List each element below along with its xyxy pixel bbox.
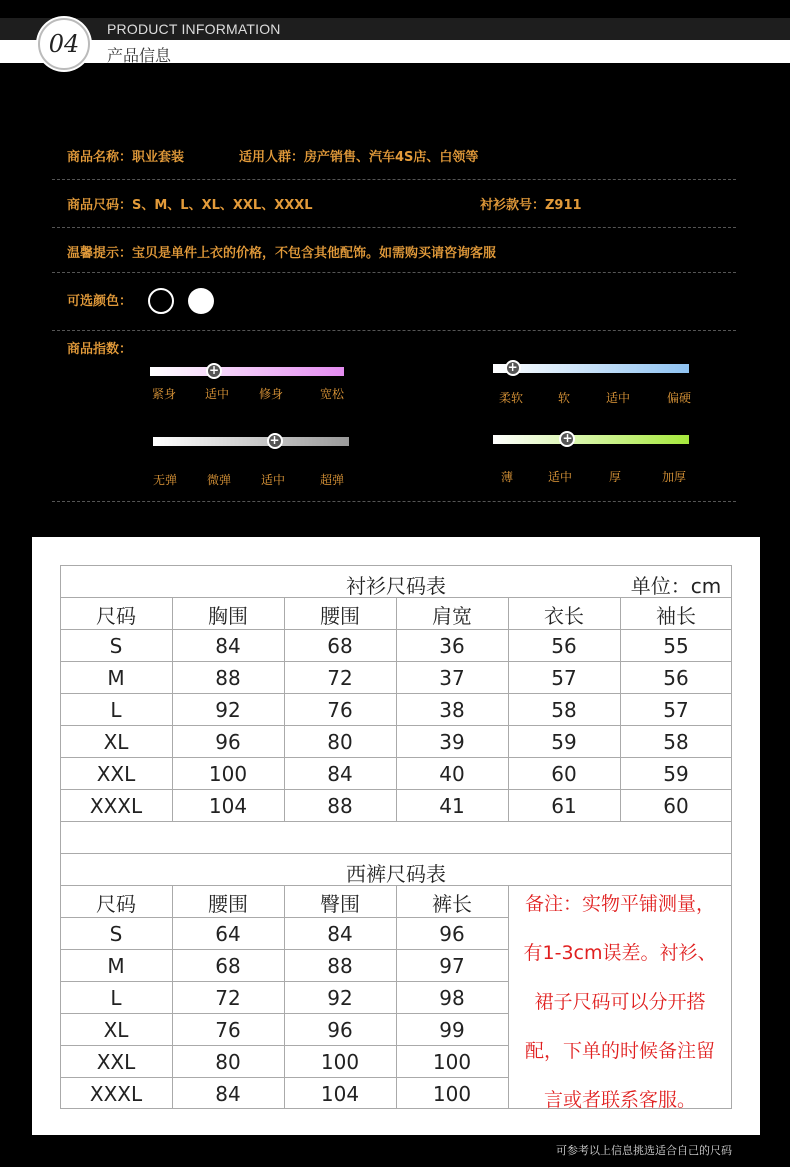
shirt-table-cell: 56 — [663, 666, 689, 690]
divider — [52, 501, 736, 502]
index-label-stretch: 无弹 — [153, 473, 178, 487]
pants-table-cell: 96 — [327, 1018, 353, 1042]
shirt-table-cell: 59 — [551, 730, 577, 754]
color-swatch-black[interactable] — [148, 288, 174, 314]
pants-table-cell: 68 — [215, 954, 241, 978]
product-sizes: 商品尺码：S、M、L、XL、XXL、XXXL — [67, 198, 313, 213]
shirt-table-cell: 80 — [327, 730, 353, 754]
shirt-table-header-cell: 衣长 — [544, 603, 584, 628]
pants-table-header-cell: 腰围 — [208, 891, 248, 916]
shirt-table-cell: 60 — [663, 794, 689, 818]
shirt-table-cell: 100 — [208, 762, 248, 786]
table-rule — [60, 853, 732, 854]
shirt-table-cell: 72 — [327, 666, 353, 690]
shirt-table-cell: 68 — [327, 634, 353, 658]
index-label-thickness: 厚 — [609, 470, 622, 484]
shirt-table-cell: S — [109, 634, 123, 658]
header-title-cn: 产品信息 — [107, 46, 172, 65]
shirt-table-cell: 84 — [327, 762, 353, 786]
index-bar-stretch — [153, 437, 349, 446]
pants-table-cell: 98 — [439, 986, 465, 1010]
index-knob-fit: + — [206, 363, 222, 379]
index-label-fit: 适中 — [205, 387, 230, 401]
index-label-softness: 软 — [558, 391, 571, 405]
product-tip: 温馨提示：宝贝是单件上衣的价格，不包含其他配饰。如需购买请咨询客服 — [67, 246, 497, 261]
section-number-badge — [38, 18, 90, 70]
shirt-table-cell: 88 — [327, 794, 353, 818]
index-label-stretch: 超弹 — [320, 473, 345, 487]
shirt-table-cell: 58 — [663, 730, 689, 754]
index-label-softness: 柔软 — [499, 391, 524, 405]
shirt-table-cell: 96 — [215, 730, 241, 754]
shirt-table-cell: 36 — [439, 634, 465, 658]
shirt-table-cell: L — [110, 698, 122, 722]
colors-label: 可选颜色： — [67, 294, 133, 309]
shirt-table-cell: 56 — [551, 634, 577, 658]
measurement-note-line: 裙子尺码可以分开搭 — [534, 991, 706, 1013]
divider — [52, 179, 736, 180]
shirt-table-cell: M — [107, 666, 125, 690]
shirt-table-cell: XXL — [96, 762, 136, 786]
pants-table-cell: XXXL — [89, 1082, 143, 1106]
index-label: 商品指数： — [67, 342, 133, 357]
pants-table-cell: S — [109, 922, 123, 946]
shirt-table-cell: 55 — [663, 634, 689, 658]
color-swatch-white[interactable] — [188, 288, 214, 314]
pants-table-cell: 76 — [215, 1018, 241, 1042]
index-label-fit: 宽松 — [320, 387, 345, 401]
pants-table-cell: 72 — [215, 986, 241, 1010]
index-label-stretch: 微弹 — [207, 473, 232, 487]
product-name: 商品名称：职业套装 — [67, 150, 185, 165]
shirt-table-header-cell: 胸围 — [208, 603, 248, 628]
pants-table-cell: XXL — [96, 1050, 136, 1074]
pants-table-cell: 100 — [320, 1050, 360, 1074]
index-label-thickness: 适中 — [548, 470, 573, 484]
shirt-table-cell: 76 — [327, 698, 353, 722]
divider — [52, 227, 736, 228]
pants-table-cell: 99 — [439, 1018, 465, 1042]
index-knob-thickness: + — [559, 431, 575, 447]
pants-table-cell: XL — [103, 1018, 129, 1042]
pants-table-cell: 100 — [432, 1050, 472, 1074]
shirt-table-title: 衬衫尺码表 — [346, 574, 446, 598]
index-label-thickness: 加厚 — [662, 470, 687, 484]
shirt-table-cell: 88 — [215, 666, 241, 690]
pants-table-cell: 96 — [439, 922, 465, 946]
shirt-table-header-cell: 腰围 — [320, 603, 360, 628]
index-label-fit: 修身 — [259, 387, 284, 401]
index-bar-softness — [493, 364, 689, 373]
index-label-stretch: 适中 — [261, 473, 286, 487]
divider — [52, 330, 736, 331]
pants-table-cell: 88 — [327, 954, 353, 978]
measurement-note-line: 备注：实物平铺测量， — [524, 893, 715, 915]
pants-table-cell: 84 — [327, 922, 353, 946]
pants-table-cell: 80 — [215, 1050, 241, 1074]
pants-table-cell: 64 — [215, 922, 241, 946]
shirt-table-header-cell: 尺码 — [96, 603, 136, 628]
shirt-table-cell: XL — [103, 730, 129, 754]
measurement-note-line: 言或者联系客服。 — [543, 1089, 696, 1111]
shirt-table-unit: 单位：cm — [630, 574, 722, 598]
pants-table-cell: 92 — [327, 986, 353, 1010]
shirt-table-cell: 104 — [208, 794, 248, 818]
shirt-table-header-cell: 袖长 — [656, 603, 696, 628]
shirt-table-cell: 84 — [215, 634, 241, 658]
shirt-table-header-cell: 肩宽 — [432, 603, 472, 628]
shirt-table-cell: 57 — [663, 698, 689, 722]
index-label-softness: 适中 — [606, 391, 631, 405]
pants-table-header-cell: 裤长 — [432, 891, 472, 916]
shirt-table-cell: 40 — [439, 762, 465, 786]
index-label-fit: 紧身 — [152, 387, 177, 401]
index-label-thickness: 薄 — [501, 470, 514, 484]
pants-table-cell: 100 — [432, 1082, 472, 1106]
index-knob-stretch: + — [267, 433, 283, 449]
shirt-table-cell: 58 — [551, 698, 577, 722]
pants-table-cell: 84 — [215, 1082, 241, 1106]
pants-table-cell: 97 — [439, 954, 465, 978]
shirt-table-cell: 57 — [551, 666, 577, 690]
pants-table-cell: 104 — [320, 1082, 360, 1106]
measurement-note-line: 配，下单的时候备注留 — [524, 1040, 715, 1062]
section-number: 04 — [48, 30, 80, 58]
divider — [52, 272, 736, 273]
shirt-table-cell: 37 — [439, 666, 465, 690]
index-bar-thickness — [493, 435, 689, 444]
product-model: 衬衫款号：Z911 — [480, 198, 582, 213]
measurement-note-line: 有1-3cm误差。衬衫、 — [523, 942, 717, 964]
index-label-softness: 偏硬 — [667, 391, 692, 405]
index-knob-softness: + — [505, 360, 521, 376]
pants-table-cell: L — [110, 986, 122, 1010]
shirt-table-cell: 92 — [215, 698, 241, 722]
shirt-table-cell: 39 — [439, 730, 465, 754]
pants-table-title: 西裤尺码表 — [346, 862, 446, 886]
shirt-table-cell: 38 — [439, 698, 465, 722]
shirt-table-cell: 60 — [551, 762, 577, 786]
pants-table-header-cell: 尺码 — [96, 891, 136, 916]
shirt-table-cell: 59 — [663, 762, 689, 786]
index-bar-fit — [150, 367, 344, 376]
product-audience: 适用人群：房产销售、汽车4S店、白领等 — [239, 150, 479, 165]
pants-table-cell: M — [107, 954, 125, 978]
pants-table-header-cell: 臀围 — [320, 891, 360, 916]
footer-hint: 可参考以上信息挑选适合自己的尺码 — [556, 1144, 732, 1157]
shirt-table-cell: 61 — [551, 794, 577, 818]
header-title-en: PRODUCT INFORMATION — [107, 21, 281, 37]
shirt-table-cell: 41 — [439, 794, 465, 818]
shirt-table-cell: XXXL — [89, 794, 143, 818]
